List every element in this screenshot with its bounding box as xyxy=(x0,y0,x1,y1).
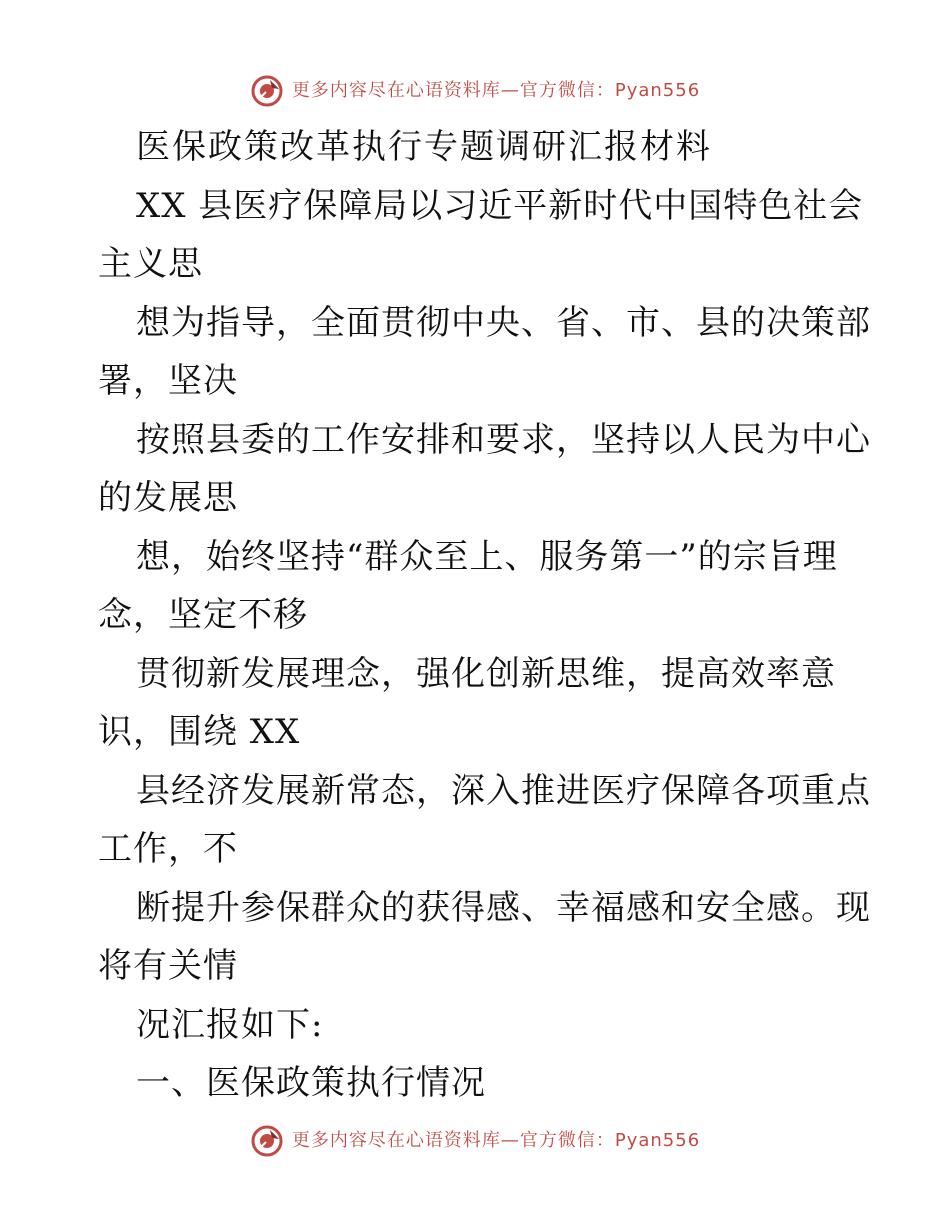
paragraph-line: 主义思 xyxy=(98,244,203,284)
paragraph-line: 想为指导，全面贯彻中央、省、市、县的决策部 xyxy=(136,302,871,343)
paragraph-line: 的发展思 xyxy=(98,478,238,518)
paragraph-line: 贯彻新发展理念，强化创新思维，提高效率意 xyxy=(136,653,836,694)
brand-logo-icon xyxy=(250,1124,284,1158)
header-watermark xyxy=(0,74,950,108)
paragraph-line: 工作，不 xyxy=(98,829,238,869)
paragraph-line: 按照县委的工作安排和要求，坚持以人民为中心 xyxy=(136,419,871,460)
section-heading: 一、医保政策执行情况 xyxy=(136,1063,486,1103)
paragraph-line: 识，围绕 XX xyxy=(98,712,301,752)
paragraph-line: 况汇报如下: xyxy=(136,1004,324,1045)
paragraph-line: 署，坚决 xyxy=(98,361,238,401)
paragraph-line: 断提升参保群众的获得感、幸福感和安全感。现 xyxy=(136,887,871,928)
watermark-text: 更多内容尽在心语资料库—官方微信：Pyan556 xyxy=(291,80,701,101)
document-title: 医保政策改革执行专题调研汇报材料 xyxy=(136,127,712,167)
watermark-text: 更多内容尽在心语资料库—官方微信：Pyan556 xyxy=(291,1130,701,1151)
paragraph-line: XX 县医疗保障局以习近平新时代中国特色社会 xyxy=(136,185,864,226)
paragraph-line: 念，坚定不移 xyxy=(98,595,308,635)
paragraph-line: 县经济发展新常态，深入推进医疗保障各项重点 xyxy=(136,770,871,811)
paragraph-line: 将有关情 xyxy=(98,946,238,986)
document-body xyxy=(98,118,871,1113)
brand-logo-icon xyxy=(250,74,284,108)
paragraph-line: 想，始终坚持“群众至上、服务第一”的宗旨理 xyxy=(136,536,838,577)
footer-watermark xyxy=(0,1124,950,1158)
